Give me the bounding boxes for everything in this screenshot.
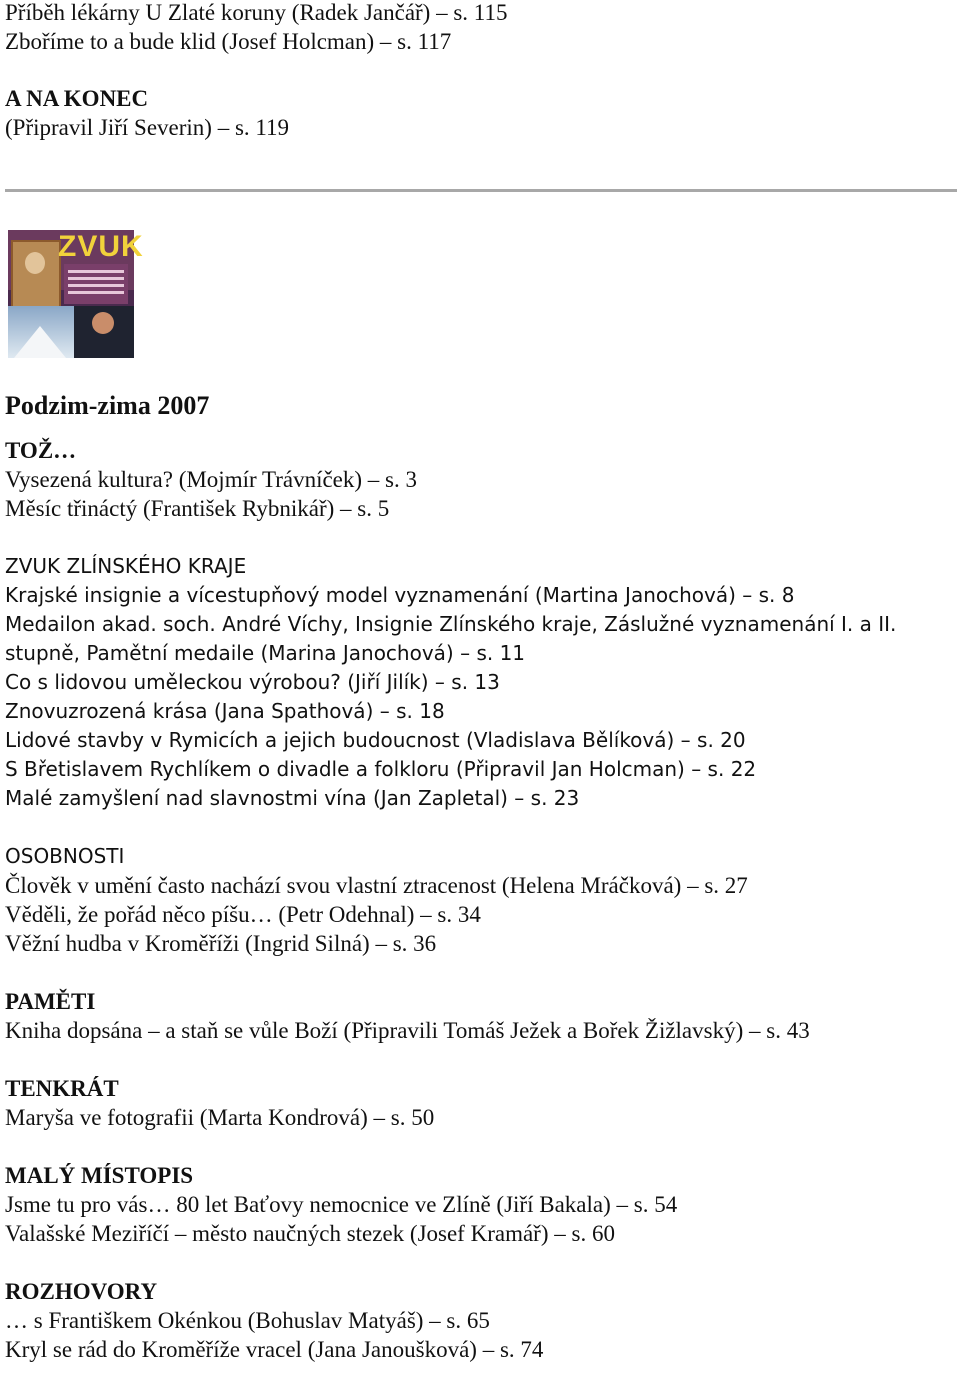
toc-entry: Medailon akad. soch. André Víchy, Insignie Zlínského kraje, Záslužné vyznamenání I. a II. — [5, 612, 897, 636]
toc-entry: Znovuzrozená krása (Jana Spathová) – s. 18 — [5, 699, 445, 723]
toc-entry: Maryša ve fotografii (Marta Kondrová) – s. 50 — [5, 1105, 435, 1130]
section-heading: TOŽ… — [5, 438, 77, 463]
snowy-mountain — [14, 326, 66, 358]
section-toz — [5, 436, 896, 523]
toc-entry: Lidové stavby v Rymicích a jejich budoucnost (Vladislava Bělíková) – s. 20 — [5, 728, 746, 752]
toc-entry: S Břetislavem Rychlíkem o divadle a folkloru (Připravil Jan Holcman) – s. 22 — [5, 757, 757, 781]
toc-entry: Člověk v umění často nachází svou vlastní ztracenost (Helena Mráčková) – s. 27 — [5, 873, 748, 898]
toc-entry: Vysezená kultura? (Mojmír Trávníček) – s. 3 — [5, 467, 418, 492]
toc-entry: Malé zamyšlení nad slavnostmi vína (Jan Zapletal) – s. 23 — [5, 786, 580, 810]
section-osobnosti — [5, 842, 896, 958]
section-heading: ROZHOVORY — [5, 1279, 158, 1304]
toc-entry: Co s lidovou uměleckou výrobou? (Jiří Jilík) – s. 13 — [5, 670, 500, 694]
toc-entry: stupně, Pamětní medaile (Marina Janochová) – s. 11 — [5, 641, 526, 665]
toc-entry: Kniha dopsána – a staň se vůle Boží (Připravili Tomáš Ježek a Bořek Žižlavský) – s. 43 — [5, 1018, 810, 1043]
horizontal-divider — [5, 189, 957, 192]
section-heading: TENKRÁT — [5, 1076, 119, 1101]
section-heading: PAMĚTI — [5, 989, 96, 1014]
section-rozhovory — [5, 1277, 896, 1364]
magazine-cover-image — [8, 230, 144, 358]
toc-entry: Zboříme to a bude klid (Josef Holcman) – s. 117 — [5, 29, 452, 54]
section-heading: MALÝ MÍSTOPIS — [5, 1163, 194, 1188]
section-tenkrat — [5, 1074, 896, 1132]
toc-entry: Kryl se rád do Kroměříže vracel (Jana Janoušková) – s. 74 — [5, 1337, 544, 1362]
toc-entry: Věžní hudba v Kroměříži (Ingrid Silná) – s. 36 — [5, 931, 437, 956]
section-heading: OSOBNOSTI — [5, 844, 125, 868]
madonna-painting — [11, 240, 61, 310]
section-heading: ZVUK ZLÍNSKÉHO KRAJE — [5, 554, 247, 578]
table-of-contents — [5, 391, 896, 1364]
section-zvuk-zlinskeho-kraje — [5, 552, 896, 813]
toc-entry: (Připravil Jiří Severin) – s. 119 — [5, 115, 290, 140]
cover-title: ZVUK — [58, 230, 144, 263]
toc-entry: Měsíc třináctý (František Rybnikář) – s. 5 — [5, 496, 390, 521]
toc-entry: Krajské insignie a vícestupňový model vyznamenání (Martina Janochová) – s. 8 — [5, 583, 795, 607]
section-heading: A NA KONEC — [5, 86, 149, 111]
cover-portrait — [74, 306, 134, 358]
toc-entry: Jsme tu pro vás… 80 let Baťovy nemocnice ve Zlíně (Jiří Bakala) – s. 54 — [5, 1192, 678, 1217]
section-maly-mistopis — [5, 1161, 896, 1248]
issue-title: Podzim-zima 2007 — [5, 391, 210, 420]
section-pameti — [5, 987, 896, 1045]
previous-issue-entries — [5, 0, 507, 56]
toc-entry: Věděli, že pořád něco píšu… (Petr Odehnal) – s. 34 — [5, 902, 481, 927]
end-section — [5, 84, 289, 142]
toc-entry: Valašské Meziříčí – město naučných stezek (Josef Kramář) – s. 60 — [5, 1221, 615, 1246]
toc-entry: Příběh lékárny U Zlaté koruny (Radek Jančář) – s. 115 — [5, 0, 508, 25]
toc-entry: … s Františkem Okénkou (Bohuslav Matyáš) – s. 65 — [5, 1308, 490, 1333]
